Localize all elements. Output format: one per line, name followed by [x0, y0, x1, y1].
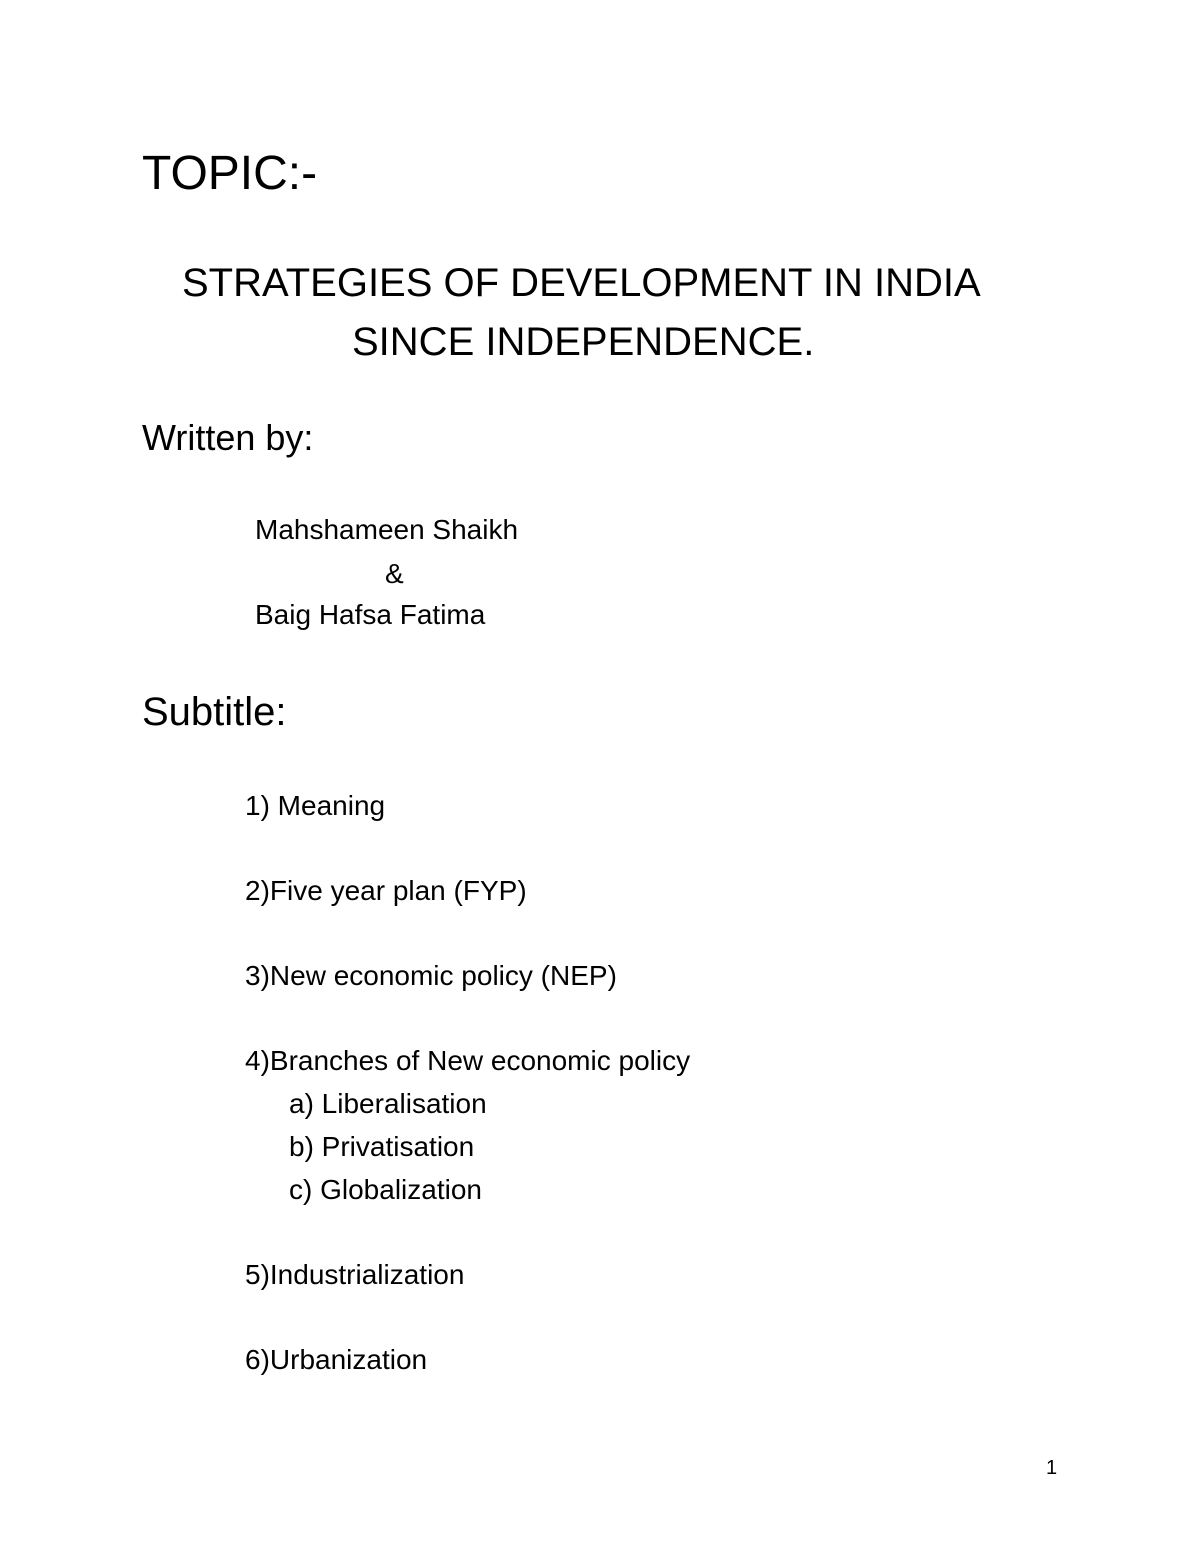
- sub-list-item: c) Globalization: [289, 1174, 482, 1205]
- topic-label: TOPIC:-: [142, 147, 318, 200]
- author-first: Mahshameen Shaikh: [255, 514, 519, 545]
- list-item: 5)Industrialization: [245, 1259, 465, 1290]
- written-by-label: Written by:: [142, 417, 314, 458]
- subtitle-label: Subtitle:: [142, 690, 287, 734]
- sub-list-item: a) Liberalisation: [289, 1088, 487, 1119]
- list-item: 2)Five year plan (FYP): [245, 875, 527, 906]
- list-item: 4)Branches of New economic policy: [245, 1045, 691, 1076]
- author-second: Baig Hafsa Fatima: [255, 599, 486, 630]
- list-item: 6)Urbanization: [245, 1344, 428, 1375]
- title-line-2: SINCE INDEPENDENCE.: [352, 320, 815, 364]
- author-connector: &: [385, 558, 404, 589]
- page-number: 1: [1046, 1457, 1058, 1479]
- sub-list-item: b) Privatisation: [289, 1131, 475, 1162]
- list-item: 1) Meaning: [245, 790, 386, 821]
- list-item: 3)New economic policy (NEP): [245, 960, 617, 991]
- title-line-1: STRATEGIES OF DEVELOPMENT IN INDIA: [182, 261, 981, 305]
